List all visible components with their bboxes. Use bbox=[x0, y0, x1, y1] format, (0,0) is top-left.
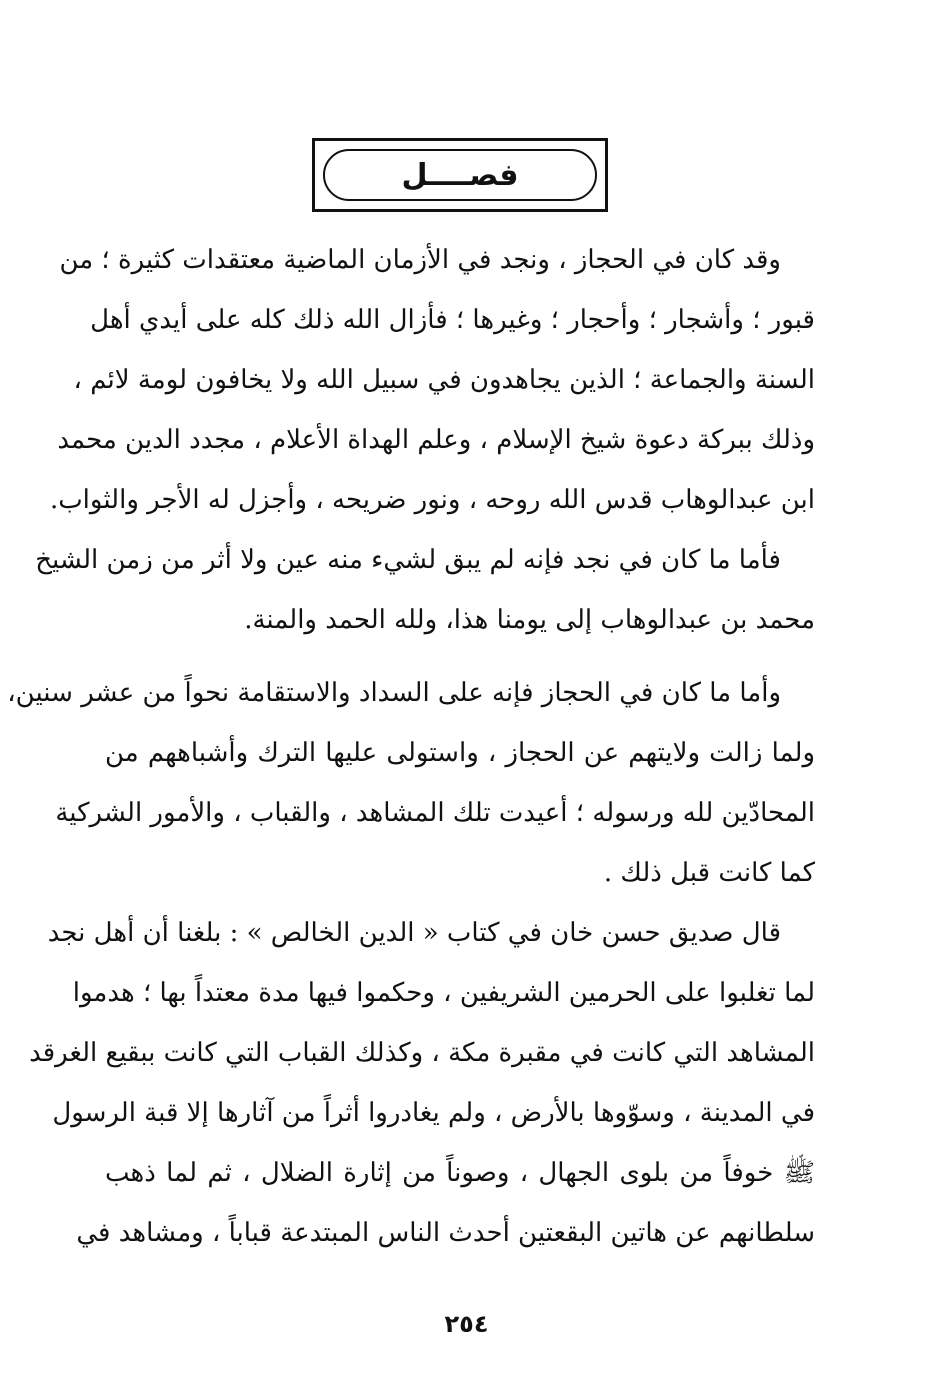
section-title-inner-border bbox=[323, 149, 597, 201]
text-line: قبور ؛ وأشجار ؛ وأحجار ؛ وغيرها ؛ فأزال الله ذلك كله على أيدي أهل bbox=[90, 305, 815, 335]
text-line: سلطانهم عن هاتين البقعتين أحدث الناس المبتدعة قباباً ، ومشاهد في bbox=[76, 1218, 815, 1248]
paragraph-4 bbox=[29, 903, 815, 1263]
text-line: قال صديق حسن خان في كتاب « الدين الخالص » : بلغنا أن أهل نجد bbox=[47, 918, 781, 948]
text-line: السنة والجماعة ؛ الذين يجاهدون في سبيل الله ولا يخافون لومة لائم ، bbox=[73, 365, 815, 395]
text-line: في المدينة ، وسوّوها بالأرض ، ولم يغادروا أثراً من آثارها إلا قبة الرسول bbox=[52, 1098, 815, 1128]
text-line: وذلك ببركة دعوة شيخ الإسلام ، وعلم الهداة الأعلام ، مجدد الدين محمد bbox=[57, 425, 815, 455]
section-title: فصــــل bbox=[401, 157, 519, 193]
paragraph-2 bbox=[35, 530, 815, 650]
text-line: كما كانت قبل ذلك . bbox=[603, 858, 815, 888]
text-line: وقد كان في الحجاز ، ونجد في الأزمان الماضية معتقدات كثيرة ؛ من bbox=[59, 245, 781, 275]
text-line: محمد بن عبدالوهاب إلى يومنا هذا، ولله الحمد والمنة. bbox=[244, 605, 815, 635]
section-title-frame bbox=[312, 138, 608, 212]
text-line: ابن عبدالوهاب قدس الله روحه ، ونور ضريحه ، وأجزل له الأجر والثواب. bbox=[49, 485, 815, 515]
page-number: ٢٥٤ bbox=[444, 1310, 489, 1338]
text-line: ولما زالت ولايتهم عن الحجاز ، واستولى عليها الترك وأشباههم من bbox=[105, 738, 815, 768]
paragraph-1 bbox=[49, 230, 815, 530]
text-line: وأما ما كان في الحجاز فإنه على السداد والاستقامة نحواً من عشر سنين، bbox=[7, 678, 781, 708]
paragraph-3 bbox=[7, 663, 815, 903]
text-line: فأما ما كان في نجد فإنه لم يبق لشيء منه عين ولا أثر من زمن الشيخ bbox=[35, 545, 781, 575]
text-line: لما تغلبوا على الحرمين الشريفين ، وحكموا فيها مدة معتداً بها ؛ هدموا bbox=[72, 978, 815, 1008]
text-line: المشاهد التي كانت في مقبرة مكة ، وكذلك القباب التي كانت ببقيع الغرقد bbox=[29, 1038, 815, 1068]
text-line: ﷺ خوفاً من بلوى الجهال ، وصوناً من إثارة الضلال ، ثم لما ذهب bbox=[105, 1158, 815, 1188]
text-line: المحادّين لله ورسوله ؛ أعيدت تلك المشاهد ، والقباب ، والأمور الشركية bbox=[55, 798, 815, 828]
